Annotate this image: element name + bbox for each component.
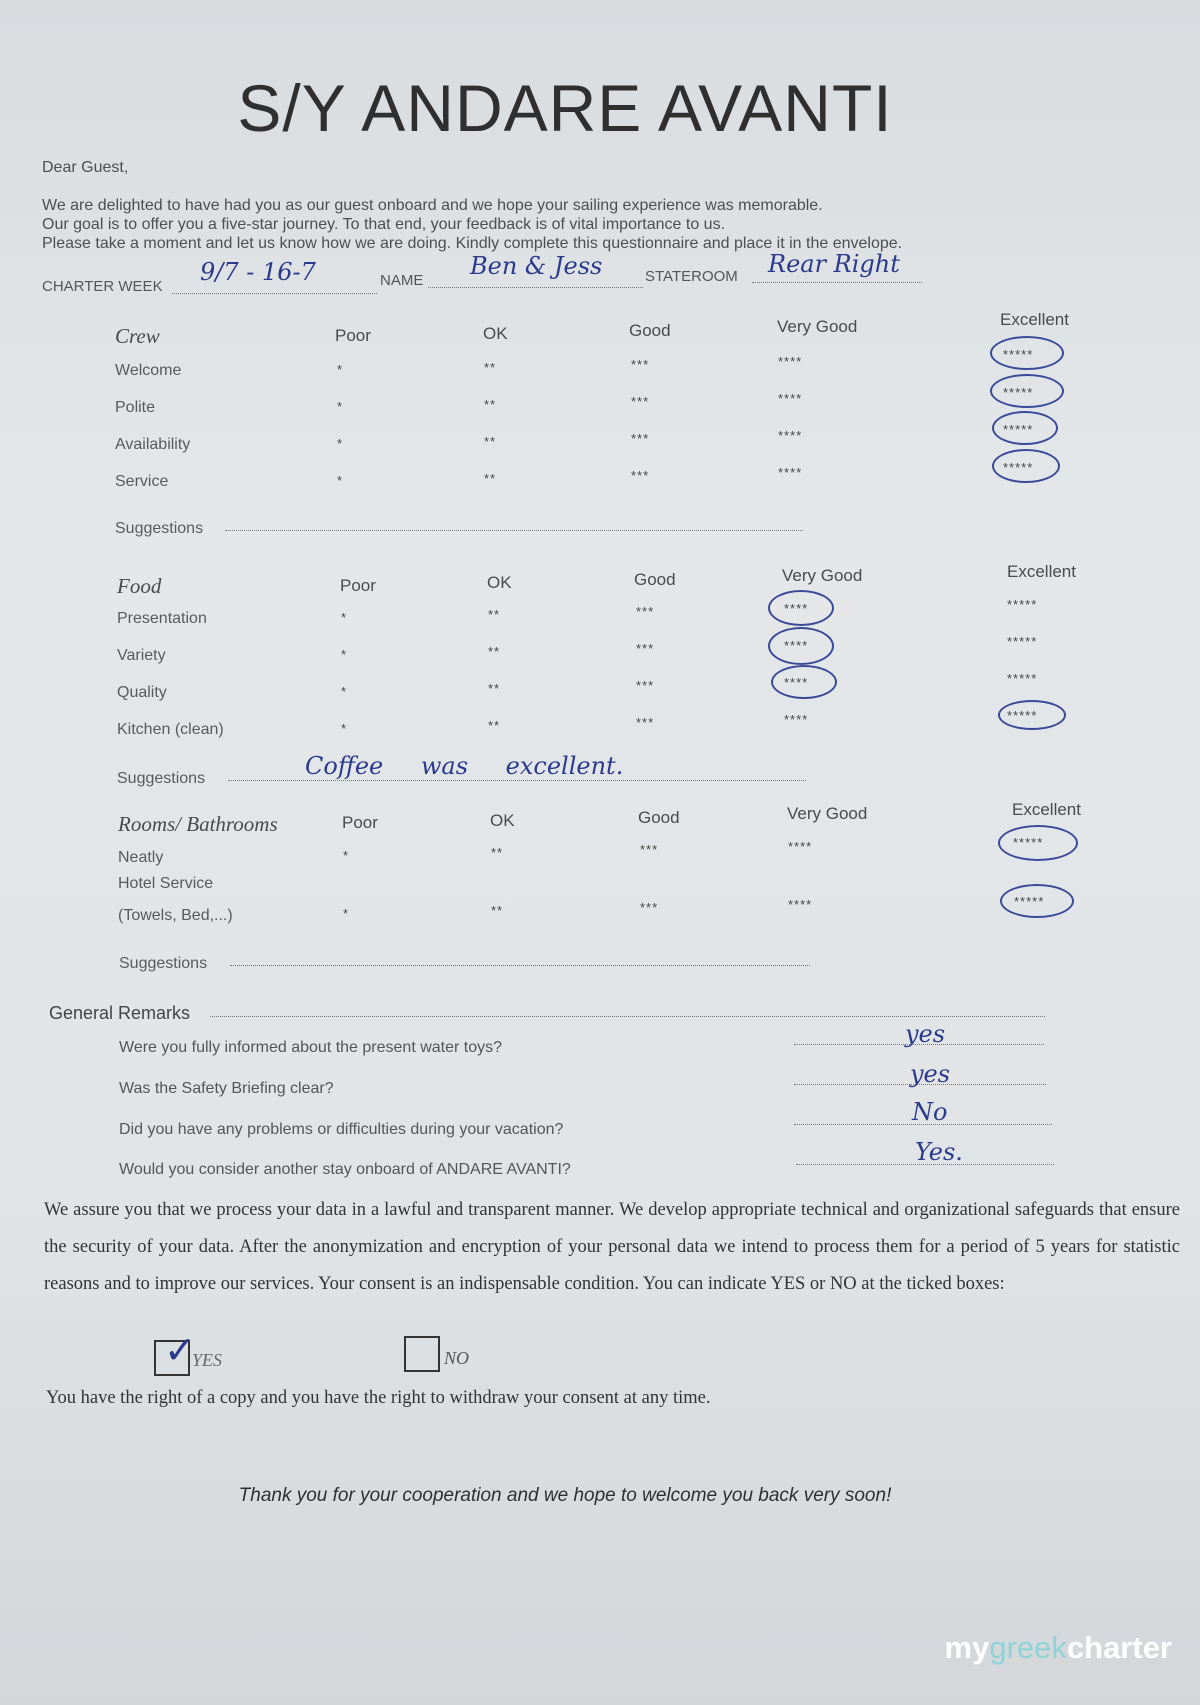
star-1[interactable]: * xyxy=(343,848,350,863)
col-poor: Poor xyxy=(340,576,376,595)
star-4[interactable]: **** xyxy=(788,897,813,912)
star-4[interactable]: **** xyxy=(788,839,813,854)
intro-line-2: Our goal is to offer you a five-star journey. To that end, your feedback is of vital importance to us. xyxy=(42,216,726,233)
star-2[interactable]: ** xyxy=(484,397,497,412)
star-1[interactable]: * xyxy=(343,906,350,921)
star-3[interactable]: *** xyxy=(636,678,655,693)
row-label-sub: (Towels, Bed,...) xyxy=(118,907,233,924)
selected-circle xyxy=(771,665,837,699)
selected-circle xyxy=(768,627,834,665)
food-suggestions-label: Suggestions xyxy=(117,770,206,787)
row-label: Polite xyxy=(115,399,156,416)
food-suggestions-value[interactable]: Coffee was excellent. xyxy=(305,752,624,780)
food-suggestions-line[interactable] xyxy=(228,780,806,781)
row-label: Welcome xyxy=(115,362,182,379)
star-3[interactable]: *** xyxy=(631,394,650,409)
section-title-rooms: Rooms/ Bathrooms xyxy=(118,812,278,836)
star-4[interactable]: **** xyxy=(784,675,809,690)
star-3[interactable]: *** xyxy=(640,900,659,915)
row-label: Presentation xyxy=(117,610,207,627)
star-3[interactable]: *** xyxy=(636,715,655,730)
star-2[interactable]: ** xyxy=(491,903,504,918)
general-remarks-label: General Remarks xyxy=(49,1003,191,1023)
star-4[interactable]: **** xyxy=(784,712,809,727)
star-1[interactable]: * xyxy=(337,436,344,451)
data-consent-text: We assure you that we process your data in a lawful and transparent manner. We develop appropriate technical and organizational safeguards that ensure the security of your data. After the anonymization and encryption of your personal data we intend to process them for a period of 5 years for statistic reasons and to improve our services. Your consent is an indispensable condition. You can indicate YES or NO at the ticked boxes: xyxy=(44,1200,1180,1294)
row-label: Neatly xyxy=(118,849,164,866)
row-label: Service xyxy=(115,473,169,490)
star-1[interactable]: * xyxy=(337,399,344,414)
star-2[interactable]: ** xyxy=(488,681,501,696)
yes-checkbox[interactable] xyxy=(154,1330,196,1376)
general-remarks-line[interactable] xyxy=(210,1016,1045,1017)
question-text: Was the Safety Briefing clear? xyxy=(119,1080,334,1097)
col-excellent: Excellent xyxy=(1000,310,1069,329)
logo-part-1: my xyxy=(944,1630,990,1665)
name-line xyxy=(428,287,643,288)
col-good: Good xyxy=(638,808,680,827)
star-5[interactable]: ***** xyxy=(1003,422,1034,437)
star-4[interactable]: **** xyxy=(778,354,803,369)
col-excellent: Excellent xyxy=(1012,800,1081,819)
intro-line-3: Please take a moment and let us know how we are doing. Kindly complete this questionnaire and place it in the envelope. xyxy=(42,235,903,252)
star-1[interactable]: * xyxy=(337,362,344,377)
col-ok: OK xyxy=(483,324,508,343)
star-3[interactable]: *** xyxy=(631,468,650,483)
selected-circle xyxy=(768,590,834,626)
stateroom-label: STATEROOM xyxy=(645,268,738,285)
question-text: Would you consider another stay onboard of ANDARE AVANTI? xyxy=(119,1161,571,1178)
charter-week-value[interactable]: 9/7 - 16-7 xyxy=(200,258,316,286)
page-title: S/Y ANDARE AVANTI xyxy=(237,71,893,145)
star-2[interactable]: ** xyxy=(488,607,501,622)
star-5[interactable]: ***** xyxy=(1013,835,1044,850)
charter-week-line xyxy=(172,293,377,294)
selected-circle xyxy=(990,374,1064,408)
stateroom-line xyxy=(752,282,922,283)
star-2[interactable]: ** xyxy=(488,718,501,733)
selected-circle xyxy=(990,336,1064,370)
rooms-suggestions-line[interactable] xyxy=(230,965,810,966)
yes-label: YES xyxy=(192,1350,223,1370)
selected-circle xyxy=(992,449,1060,483)
charter-week-label: CHARTER WEEK xyxy=(42,278,163,295)
star-3[interactable]: *** xyxy=(636,604,655,619)
star-2[interactable]: ** xyxy=(491,845,504,860)
star-5[interactable]: ***** xyxy=(1014,894,1045,909)
star-5[interactable]: ***** xyxy=(1003,385,1034,400)
name-label: NAME xyxy=(380,272,424,289)
col-poor: Poor xyxy=(342,813,378,832)
star-5[interactable]: ***** xyxy=(1003,460,1034,475)
col-very-good: Very Good xyxy=(777,317,858,336)
star-1[interactable]: * xyxy=(341,647,348,662)
star-2[interactable]: ** xyxy=(484,434,497,449)
star-3[interactable]: *** xyxy=(631,357,650,372)
star-5[interactable]: ***** xyxy=(1007,634,1038,649)
star-2[interactable]: ** xyxy=(484,471,497,486)
star-1[interactable]: * xyxy=(341,610,348,625)
closing-thanks: Thank you for your cooperation and we hope to welcome you back very soon! xyxy=(238,1485,892,1506)
col-good: Good xyxy=(629,321,671,340)
greeting: Dear Guest, xyxy=(42,159,129,176)
col-ok: OK xyxy=(490,811,515,830)
selected-circle xyxy=(998,700,1066,730)
logo-part-3: charter xyxy=(1066,1630,1172,1665)
star-5[interactable]: ***** xyxy=(1007,671,1038,686)
answer-value[interactable]: yes xyxy=(905,1020,946,1048)
rights-text: You have the right of a copy and you have the right to withdraw your consent at any time. xyxy=(46,1388,711,1408)
star-4[interactable]: **** xyxy=(778,391,803,406)
star-5[interactable]: ***** xyxy=(1007,597,1038,612)
question-text: Were you fully informed about the present water toys? xyxy=(119,1039,503,1056)
intro-line-1: We are delighted to have had you as our guest onboard and we hope your sailing experience was memorable. xyxy=(42,197,823,214)
name-value[interactable]: Ben & Jess xyxy=(470,252,603,280)
stateroom-value[interactable]: Rear Right xyxy=(768,250,900,278)
star-1[interactable]: * xyxy=(337,473,344,488)
selected-circle xyxy=(998,825,1078,861)
star-5[interactable]: ***** xyxy=(1007,708,1038,723)
rooms-suggestions-label: Suggestions xyxy=(119,955,208,972)
row-label: Availability xyxy=(115,436,191,453)
star-2[interactable]: ** xyxy=(484,360,497,375)
logo-part-2: greek xyxy=(989,1630,1067,1665)
answer-value[interactable]: Yes. xyxy=(915,1138,963,1166)
crew-suggestions-line[interactable] xyxy=(225,530,803,531)
star-3[interactable]: *** xyxy=(631,431,650,446)
star-4[interactable]: **** xyxy=(778,428,803,443)
row-label: Hotel Service xyxy=(118,875,214,892)
selected-circle xyxy=(1000,884,1074,918)
col-ok: OK xyxy=(487,573,512,592)
star-1[interactable]: * xyxy=(341,721,348,736)
no-checkbox[interactable] xyxy=(404,1336,440,1372)
question-text: Did you have any problems or difficulties during your vacation? xyxy=(119,1121,564,1138)
row-label: Quality xyxy=(117,684,167,701)
col-excellent: Excellent xyxy=(1007,562,1076,581)
col-poor: Poor xyxy=(335,326,371,345)
col-very-good: Very Good xyxy=(787,804,868,823)
row-label: Kitchen (clean) xyxy=(117,721,224,738)
star-4[interactable]: **** xyxy=(784,601,809,616)
col-good: Good xyxy=(634,570,676,589)
section-title-food: Food xyxy=(117,574,162,598)
star-4[interactable]: **** xyxy=(784,638,809,653)
answer-value[interactable]: yes xyxy=(910,1060,951,1088)
star-4[interactable]: **** xyxy=(778,465,803,480)
star-1[interactable]: * xyxy=(341,684,348,699)
no-label: NO xyxy=(444,1348,470,1368)
section-title-crew: Crew xyxy=(115,324,160,348)
crew-suggestions-label: Suggestions xyxy=(115,520,204,537)
star-3[interactable]: *** xyxy=(640,842,659,857)
star-3[interactable]: *** xyxy=(636,641,655,656)
star-5[interactable]: ***** xyxy=(1003,347,1034,362)
answer-value[interactable]: No xyxy=(912,1098,948,1126)
check-mark-icon: ✓ xyxy=(164,1330,196,1372)
star-2[interactable]: ** xyxy=(488,644,501,659)
row-label: Variety xyxy=(117,647,166,664)
col-very-good: Very Good xyxy=(782,566,863,585)
selected-circle xyxy=(992,411,1058,445)
brand-logo xyxy=(945,1630,1172,1666)
